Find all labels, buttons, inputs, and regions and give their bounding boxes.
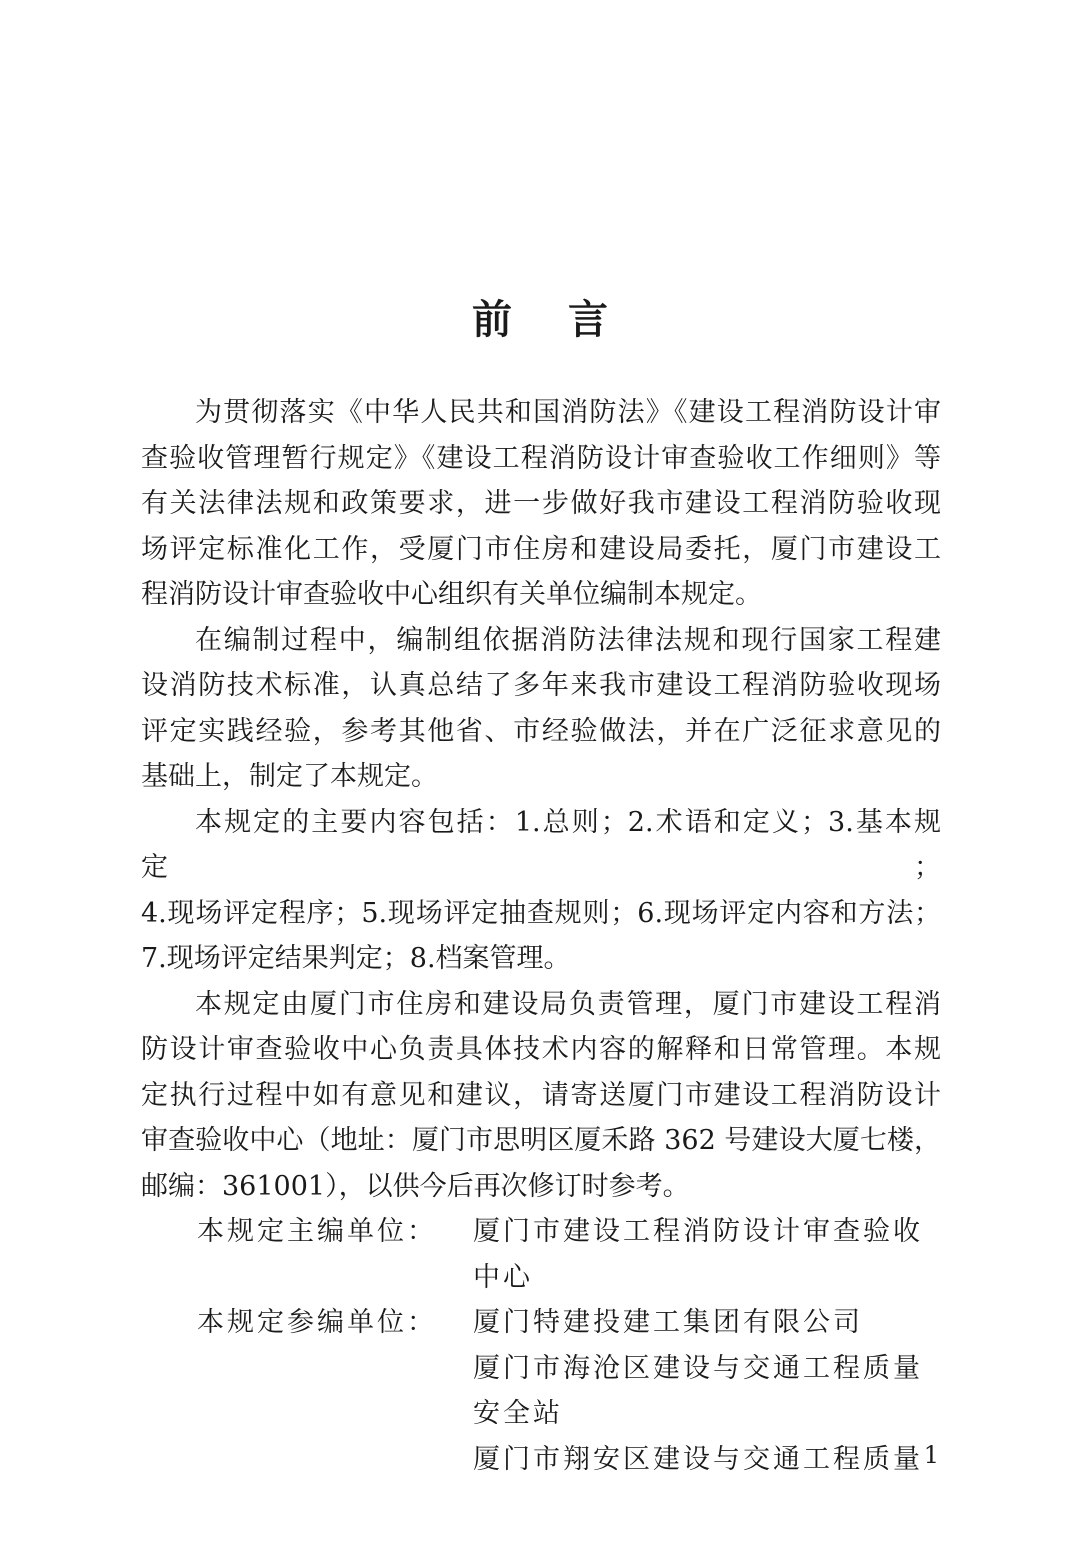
text-line: 在编制过程中，编制组依据消防法律法规和现行国家工程建 <box>195 624 941 656</box>
participant-unit-values <box>473 1300 941 1482</box>
page-number: 1 <box>923 1441 939 1469</box>
text-line: 基础上，制定了本规定。 <box>141 761 438 792</box>
unit-name-line: 安全站 <box>473 1398 563 1429</box>
participant-unit-row <box>141 1300 941 1482</box>
text-line: 4.现场评定程序；5.现场评定抽查规则；6.现场评定内容和方法； <box>141 897 941 929</box>
unit-name-line: 厦门市建设工程消防设计审查验收 <box>473 1216 923 1247</box>
text-line: 为贯彻落实《中华人民共和国消防法》《建设工程消防设计审 <box>195 397 941 428</box>
text-line: 本规定的主要内容包括：1.总则；2.术语和定义；3.基本规定； <box>141 806 941 883</box>
text-line: 场评定标准化工作，受厦门市住房和建设局委托，厦门市建设工 <box>141 533 941 565</box>
paragraph-1 <box>141 390 941 618</box>
unit-name-line: 中心 <box>473 1261 533 1293</box>
unit-name-line: 厦门特建投建工集团有限公司 <box>473 1307 863 1338</box>
preface-body <box>141 390 941 1482</box>
paragraph-3 <box>141 800 941 982</box>
text-line: 设消防技术标准，认真总结了多年来我市建设工程消防验收现场 <box>141 670 941 701</box>
text-line: 审查验收中心（地址：厦门市思明区厦禾路 362 号建设大厦七楼， <box>141 1125 941 1156</box>
text-line: 评定实践经验，参考其他省、市经验做法，并在广泛征求意见的 <box>141 715 941 747</box>
chief-unit-values <box>473 1209 941 1300</box>
compiling-units <box>141 1209 941 1482</box>
text-line: 本规定由厦门市住房和建设局负责管理，厦门市建设工程消 <box>195 988 941 1020</box>
chief-unit-row <box>141 1209 941 1300</box>
unit-name-line: 厦门市海沧区建设与交通工程质量 <box>473 1352 923 1384</box>
text-line: 7.现场评定结果判定；8.档案管理。 <box>141 943 571 974</box>
text-line: 查验收管理暂行规定》《建设工程消防设计审查验收工作细则》等 <box>141 442 941 474</box>
chief-unit-label: 本规定主编单位： <box>197 1216 437 1247</box>
text-line: 程消防设计审查验收中心组织有关单位编制本规定。 <box>141 579 762 610</box>
unit-name-line: 厦门市翔安区建设与交通工程质量 <box>473 1443 923 1475</box>
text-line: 定执行过程中如有意见和建议，请寄送厦门市建设工程消防设计 <box>141 1079 941 1111</box>
participant-unit-label: 本规定参编单位： <box>197 1307 437 1338</box>
text-line: 防设计审查验收中心负责具体技术内容的解释和日常管理。本规 <box>141 1034 941 1065</box>
paragraph-2 <box>141 618 941 800</box>
paragraph-4 <box>141 982 941 1210</box>
text-line: 邮编：361001），以供今后再次修订时参考。 <box>141 1170 690 1202</box>
page-title: 前言 <box>472 296 664 343</box>
text-line: 有关法律法规和政策要求，进一步做好我市建设工程消防验收现 <box>141 488 941 519</box>
